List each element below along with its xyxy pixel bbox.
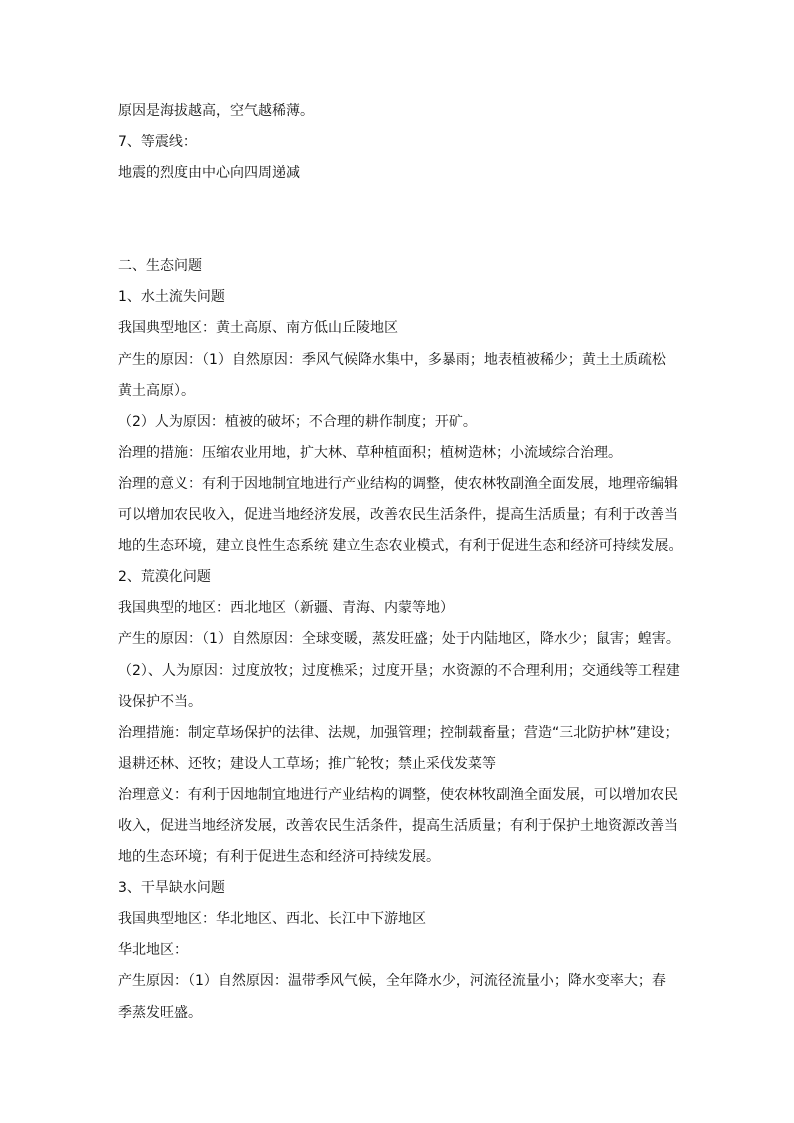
text-line: 设保护不当。 [118,693,202,710]
document-page [118,96,688,1029]
text-line: （2）人为原因：植被的破坏；不合理的耕作制度；开矿。 [118,413,477,430]
text-line: 收入，促进当地经济发展，改善农民生活条件，提高生活质量；有利于保护土地资源改善当 [118,817,678,834]
text-line: 治理的意义：有利于因地制宜地进行产业结构的调整，使农林牧副渔全面发展，地理帝编辑 [118,475,678,492]
subsection-heading: 7、等震线： [118,134,197,151]
text-line: 治理措施：制定草场保护的法律、法规，加强管理；控制载畜量；营造“三北防护林”建设； [118,724,679,741]
text-line: 治理意义：有利于因地制宜地进行产业结构的调整，使农林牧副渔全面发展，可以增加农民 [118,786,678,803]
text-line: 季蒸发旺盛。 [118,1004,202,1021]
text-line: 我国典型的地区：西北地区（新疆、青海、内蒙等地） [118,600,454,617]
section-heading: 二、生态问题 [118,258,202,275]
subsection-heading: 2、荒漠化问题 [118,569,211,586]
text-line: 退耕还林、还牧；建设人工草场；推广轮牧；禁止采伐发菜等 [118,755,496,772]
paragraph-gap [118,189,688,251]
text-line: 地的生态环境；有利于促进生态和经济可持续发展。 [118,849,440,866]
text-line: 华北地区： [118,942,188,959]
subsection-heading: 1、水土流失问题 [118,289,225,306]
subsection-heading: 3、干旱缺水问题 [118,880,225,897]
text-line: 地的生态环境，建立良性生态系统 建立生态农业模式，有利于促进生态和经济可持续发展。 [118,538,683,555]
text-line: 原因是海拔越高，空气越稀薄。 [118,103,314,119]
text-line: 治理的措施：压缩农业用地，扩大林、草种植面积；植树造林；小流域综合治理。 [118,444,622,461]
text-line: 产生的原因：（1）自然原因：季风气候降水集中，多暴雨；地表植被稀少；黄土土质疏松 [118,351,666,368]
text-line: 我国典型地区：黄土高原、南方低山丘陵地区 [118,320,398,337]
text-line: 地震的烈度由中心向四周递减 [118,165,300,182]
text-line: 可以增加农民收入，促进当地经济发展，改善农民生活条件，提高生活质量；有利于改善当 [118,507,678,524]
text-line: （2）、人为原因：过度放牧；过度樵采；过度开垦；水资源的不合理利用；交通线等工程建 [118,662,680,679]
text-line: 黄土高原）。 [118,382,195,399]
text-line: 产生的原因：（1）自然原因：全球变暖，蒸发旺盛；处于内陆地区，降水少；鼠害；蝗害。 [118,631,680,648]
text-line: 产生原因：（1）自然原因：温带季风气候，全年降水少，河流径流量小；降水变率大；春 [118,973,666,990]
text-line: 我国典型地区：华北地区、西北、长江中下游地区 [118,911,426,928]
